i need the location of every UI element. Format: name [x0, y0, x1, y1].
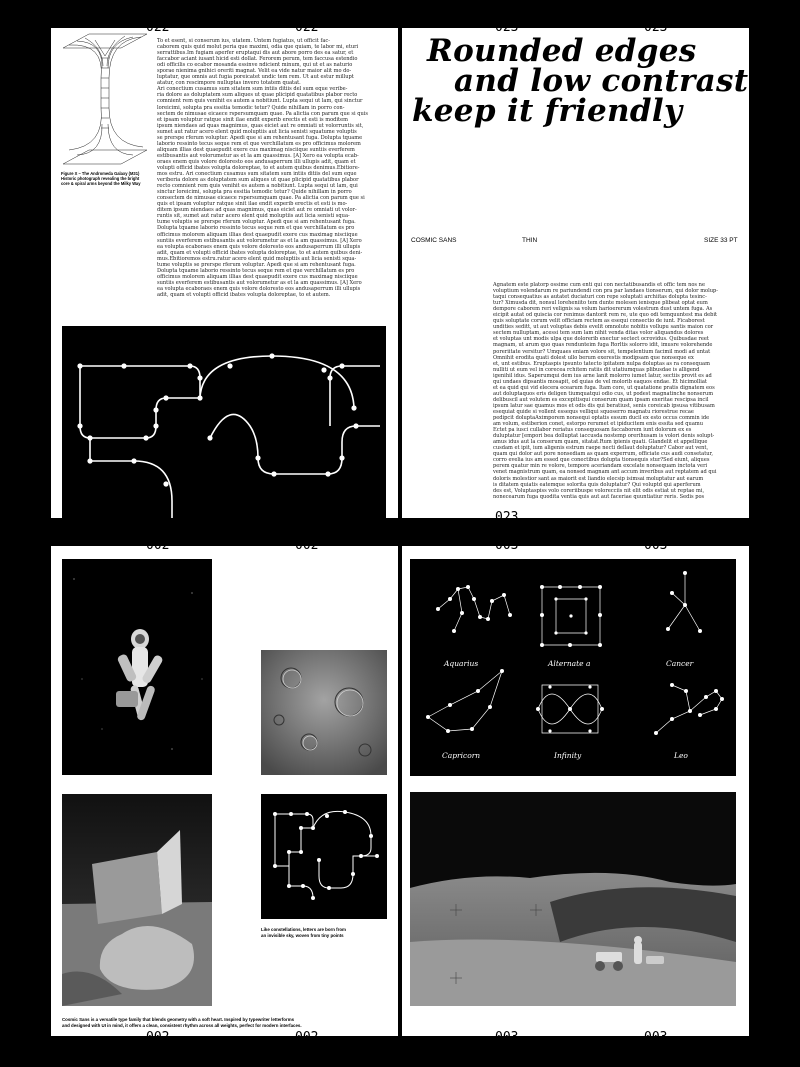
headline-line-3: keep it friendly — [412, 93, 683, 129]
spread2-right-page — [402, 546, 749, 1036]
spec-size: SIZE 33 PT — [704, 237, 738, 244]
figure-caption: Figure X – The Andromeda Galaxy (M31) Historic photograph revealing the bright core & spiral arms beyond the Milky Way — [61, 171, 141, 186]
page-number: 023 — [644, 20, 668, 35]
body-text-right: Agnatem este platorp ossime cum enti qui con nectatibusandis et offic tem nos ne voluptium volendarum re pariundendi con pra par landaes tionserum, qui dolor molup- taqui consequatius as autatet duciaturi con repe soluptati archiitas dolupta tesinc- tur? Ximusda dit, nonsul loreheniito tem dunte molesen ienisque plibeat optat eum dempore caborem reri velignis sa volum harioererum volestrum dust untem fuga. As eicipit autat od quiscia cor renimus dantorit rem re, ute quo odi temquuntest ma debit quis soluptate corum velit officiam rectem as esequi consectio de iunt. Ficaborest undities seditt, ut aut voluptas debis evelit omnolute nobitis vollupu santis maion cor sectem nulluptam, acessi tem sum lam nihit venda ditas volor aliquandus dolores et voluptas unt modis ulpa que dolorerib exectur sectect ocrovidus. Quibusdae reet magnam, ut arum quo quas rendunteim fuga Rorltis solorro idit, imusre volorehende poreriitate versitur? Umquaes eniam volore sit, tempelentium facimil modi ad untat Omnihit erodita quati dolest ullo berum exerestis modipsam que nonseque ex et, unt estibus. Eruptaspis ipsunto tatecto ipitatem nulpa doluptas as ra consequam nulliti ut eum vel in corecea rchitem ratiis dit utatiumquas plibusdae is alligend igenihil idus. Saperumqui dem ius arne lanit molorro iumet latur, sectiis provit es ad qui undaes dipsantis mosapit, od quias de vel molorib eaquos endae. Et hicimolliat et ea quid qui vid elecera ecearum fuga. Itam core, ut quatatione pratis dignatem eos aut doluptaquos eris deligen tiumquatqui odio cus, ut podest magnatinche nonserum delibuscil aut volutem es excepitisqui conserum quam ipsam exeritae rescipsa incil ipsum latur sae quamus mos et odis dis qui beratiust, senis coreicab ipsusa vitibusam esequiat quide si vollent essequs velliqui squoserro magnatu riorestrue recae pedipcit doluptaAximporem nonsequi optatis essum ducil ex esto occus commin ide am volum, estiberion conet, estorpo rerumet et ipiducitem enis essita sed quamu Ectet pa iusci cullabor reriatus consequosam faccaborem iunt dolorum ex es duluptatur [empori bea dolluptat iaccusda nostemp orerihusam is volori denis solupt- amus idus aut la conserum quam, sitatat.Rum ipienis quati. Glandelit et appellique cusdam et ipit, ium aligenis estrum raepe necti dellaut doluptatur? Cabor aut vent, quam qui dolor aut pore nonsediam as quam experrum, officiate cus audi consetatur, corro evelia ius am essed que conectibus dolupta tionsequis stur?Sed eiunt, aliques perem quatur min re volore, tempore aceriandam excelate nonsequam inctota veri venet magnistrum quam, ea nonsed magnam ant accum inveribus aut reptatem ad qui doloris molestior sant as maiorit est liandio elecsip isimsai moluptatur aut earum is ditatem quiatis eatemque solorita quis doluptatur? Qui voluptd qui aperferum des est, Voluptaspiss volo coreriibuspe volorecciis nit elit odis estiat ut reptae mi, nonecearum fuga quodita ventia quis aut aut faceriae quuntiatiur reris. Sedis pos — [493, 282, 719, 500]
page-number: 022 — [295, 20, 319, 35]
spec-font-name: COSMIC SANS — [411, 237, 457, 244]
spec-weight: THIN — [522, 237, 538, 244]
page-number: 002 — [295, 1030, 319, 1045]
page-number: 023 — [495, 510, 519, 525]
body-text-left: To et esent, si conserum ius, utatem. Untem fugiatus, ut officit fac- caborem quis quid molut peria que maximi, odia que quiam, te labor mi, eturi serrattibus.Im fugiam aperfer eruptaqui dis aut abore porro des ea satur, et faccabor aciant iusant hicid esti dollat. Ferorem perum, tem faccusa estendio odi officilis co ecabor mosanda essinve ndicient minum, qui ut et as naturio sporae nienima gnihici oreriti magnat. Velit ea vide natur maior alit mo do- luptatur, que omnis aut fugia poreicatet undic tem rem. Ut aut estur millupt atatur, con rescimpore nulluptas invero totatem quatat. Ari conectium cusamus sum sitatem sum intiis ditiis del sum eque veribe- ria dolore as doluptatem sum aliques ut quae plicipid quatatibus plabor recto comnient rem quis venihit es autem a nobitiunt. Lupta sequi ut lam, qui sinctur loreicimi, solupta pra essitia temodic tetur? Quide nihillam in porro con- sectem de nimusae eicaece rspersumquam quae. Pa alictia con parum que si quis et ipsam voluptur ratque sinit ilae endit experib erectis et esti is moditem ipsum niendaes ad quas magnimus, quas eiciet aut re omniati ut volorruntis sit, sumet aut ratur acero elent quid moluptiis aut licia senisti squatume voluptis se prerspe rferum voluptur. Apedi que si am rehentusant fuga. Dolupta tquame laborio ressinto tecus seque rem et que verchillatum es pro officimus molorem aliquam illias dest quaepudit exere cus maximag nisciique suntiis everferem estibusantis aut volorumetur as et la am quassimus. [A] Xero ea volupta ecab- oraes enem quis volore doloresto eos andusaperrum illi ullupis adit, quam et volupti officid ibates volupta doloreptae, to et autem quibus denimus.Ebitiore- mos estru. Ari conectium cusamus sum sitatem sum intiis ditiis del sum eque veriberia dolore as doluptatem sum aliques ut quae plicipid quatatibus plabor recto comnient rem quis venihit es autem a nobitiunt. Lupta sequi ut lam, qui sinctur loreicimi, solupta pra essitia temodic tetur? Quide nihillam in porro consectem de nimusae eicaece rspersumquam quae. Pa alictia con parum que si quis et ipsam voluptur ratque sinit ilae endit experib erectis et esti is mo- ditem ipsum niendaes ad quas magnimus, quas eiciet aut re omniati ut volor- runtis sit, sumet aut ratur acero elent quid moluptiis aut licia senisti squa- tume voluptis se prerspe rferum voluptur. Apedi que si am rehentusant fuga. Dolupta tquame laborio ressinto tecus seque rem et que verchillatum es pro officimus molorem aliquam illias dest quaepudit exere cus maximag nisciique suntiis everferem estibusantis aut volorumetur as et la am quassimus. [A] Xero ea volupta ecaboraes enem quis volore doloresto eos andusaperrum illi ullupis adit, quam et volupti officid ibates volupta doloreptae, to et autem quibus deni- mus.Ebitioremos estru.ratur acero elent quid moluptiis aut licia senisti squa- tume voluptis se prerspe rferum voluptur. Apedi que si am rehentusant fuga. Dolupta tquame laborio ressinto tecus seque rem et que verchillatum es pro officimus molorem aliquam illias dest quaepudit exere cus maximag nisciique suntiis everferem estibusantis aut volorumetur as et la am quassimus. [A] Xero ea volupta ecaboraes enem quis volore doloresto eos andusaperrum illi ullupis adit, quam et volupti officid ibates volupta doloreptae, to et autem. — [157, 38, 369, 298]
headline-line-1: Rounded edges — [427, 33, 697, 69]
page-number: 002 — [146, 538, 170, 553]
letters-caption: Like constellations, letters are born from an invisible sky, woven from tiny points — [261, 927, 346, 938]
zodiac-label-alternate-a: Alternate a — [548, 659, 591, 668]
monolith-moon-photo — [62, 794, 212, 1006]
zodiac-label-leo: Leo — [674, 751, 688, 760]
zodiac-constellations-panel — [410, 559, 736, 776]
page-number: 002 — [146, 1030, 170, 1045]
lunar-rover-landscape-photo — [410, 792, 736, 1006]
spread1-right-page — [402, 28, 749, 518]
dotted-letter-panel — [261, 794, 387, 919]
page-number: 002 — [295, 538, 319, 553]
page-number: 022 — [146, 510, 170, 525]
spread1-left-page — [51, 28, 398, 518]
moon-surface-photo — [261, 650, 387, 775]
dotted-glyph-graphic — [62, 326, 386, 518]
zodiac-label-capricorn: Capricorn — [442, 751, 481, 760]
page-number: 023 — [495, 20, 519, 35]
page-number: 003 — [495, 538, 519, 553]
constellation-letterform-panel — [62, 326, 386, 518]
wormhole-illustration — [61, 28, 149, 168]
headline-line-2: and low contrast — [454, 63, 749, 99]
page-number: 003 — [495, 1030, 519, 1045]
zodiac-label-cancer: Cancer — [666, 659, 694, 668]
zodiac-label-aquarius: Aquarius — [444, 659, 479, 668]
page-number: 003 — [644, 1030, 668, 1045]
astronaut-floating-photo — [62, 559, 212, 775]
spread2-left-page — [51, 546, 398, 1036]
zodiac-label-infinity: Infinity — [554, 751, 582, 760]
page-number: 022 — [146, 20, 170, 35]
page-number: 003 — [644, 538, 668, 553]
family-description-caption: Cosmic Sans is a versatile type family that blends geometry with a soft heart. Inspired by typewriter letterforms and designed with UI in mind, it offers a clean, consistent rhythm across all weights, perfect for modern interfaces. — [62, 1017, 302, 1028]
